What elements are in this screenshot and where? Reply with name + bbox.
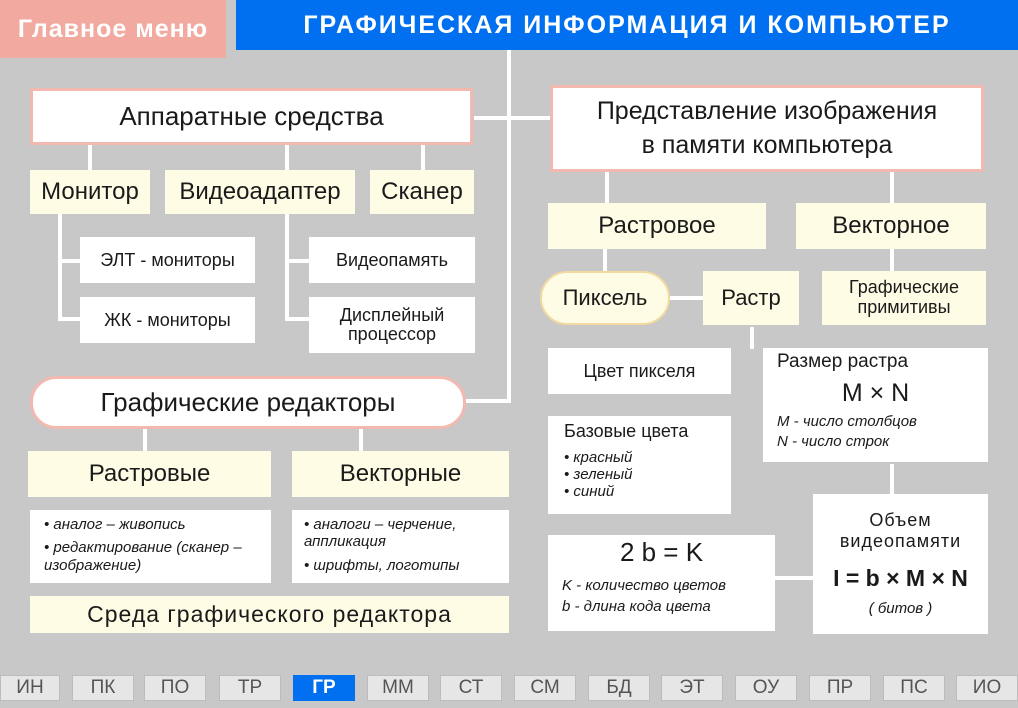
nav-tab-ou[interactable]: ОУ: [735, 675, 797, 701]
videoadapter-box: Видеоадаптер: [165, 170, 355, 214]
color-formula-box: [548, 535, 775, 631]
color-formula: 2 b = K: [619, 537, 704, 567]
editors-title: Графические редакторы: [30, 376, 466, 429]
nav-tab-pr[interactable]: ПР: [809, 675, 871, 701]
memory-volume-title: Объем видеопамяти: [839, 509, 962, 552]
scanner-box: Сканер: [370, 170, 474, 214]
videomemory-box: Видеопамять: [309, 237, 475, 283]
m-desc: M - число столбцов: [777, 413, 917, 431]
page-title: ГРАФИЧЕСКАЯ ИНФОРМАЦИЯ И КОМПЬЮТЕР: [236, 0, 1018, 50]
base-colors-box: [548, 416, 731, 514]
base-colors-list: [564, 449, 731, 501]
raster-representation-box: Растровое: [548, 203, 766, 249]
nav-tab-sm[interactable]: СМ: [514, 675, 576, 701]
formula-k-desc: K - количество цветов: [562, 577, 726, 595]
raster-editors-box: Растровые: [28, 451, 271, 497]
vector-editors-box: Векторные: [292, 451, 509, 497]
memory-volume-formula: I = b × M × N: [833, 564, 968, 591]
representation-title-line2: в памяти компьютера: [641, 130, 893, 159]
raster-size-formula: M × N: [841, 378, 910, 407]
nav-tab-po[interactable]: ПО: [144, 675, 206, 701]
raster-size-box: [763, 348, 988, 462]
representation-title-line1: Представление изображения: [596, 96, 938, 125]
vector-representation-box: Векторное: [796, 203, 986, 249]
nav-tab-io[interactable]: ИО: [956, 675, 1018, 701]
raster-size-title: Размер растра: [777, 351, 909, 372]
hardware-title: Аппаратные средства: [30, 88, 473, 145]
pixel-color-box: Цвет пикселя: [548, 348, 731, 394]
list-item: • аналог – живопись: [44, 516, 186, 533]
crt-monitors-box: ЭЛТ - мониторы: [80, 237, 255, 283]
rastr-box: Растр: [703, 271, 799, 325]
formula-b-desc: b - длина кода цвета: [562, 597, 711, 615]
memory-volume-unit: ( битов ): [868, 600, 933, 618]
nav-tab-et[interactable]: ЭТ: [661, 675, 723, 701]
nav-tab-tr[interactable]: ТР: [219, 675, 281, 701]
nav-tab-gr[interactable]: ГР: [293, 675, 355, 701]
monitor-box: Монитор: [30, 170, 150, 214]
pixel-box: Пиксель: [540, 271, 670, 325]
n-desc: N - число строк: [777, 433, 890, 451]
nav-tab-ps[interactable]: ПС: [883, 675, 945, 701]
graphic-primitives-box: Графические примитивы: [822, 271, 986, 325]
display-processor-box: Дисплейный процессор: [309, 297, 475, 353]
representation-title: [550, 85, 984, 172]
memory-volume-box: [813, 494, 988, 634]
vector-editors-list: [292, 510, 509, 583]
base-colors-title: Базовые цвета: [564, 421, 689, 441]
nav-tab-st[interactable]: СТ: [440, 675, 502, 701]
lcd-monitors-box: ЖК - мониторы: [80, 297, 255, 343]
list-item: • красный: [564, 448, 633, 466]
editor-environment-box: Среда графического редактора: [30, 596, 509, 633]
list-item: • синий: [564, 483, 615, 501]
list-item: • зеленый: [564, 466, 633, 484]
nav-tab-in[interactable]: ИН: [0, 675, 60, 701]
nav-tab-bd[interactable]: БД: [588, 675, 650, 701]
nav-tab-pk[interactable]: ПК: [72, 675, 134, 701]
list-item: • шрифты, логотипы: [304, 556, 460, 574]
raster-editors-list: [30, 510, 271, 583]
main-menu-button[interactable]: Главное меню: [0, 0, 226, 58]
nav-tab-mm[interactable]: ММ: [367, 675, 429, 701]
list-item: • аналоги – черчение, аппликация: [304, 516, 457, 551]
list-item: • редактирование (сканер – изображение): [44, 539, 242, 574]
